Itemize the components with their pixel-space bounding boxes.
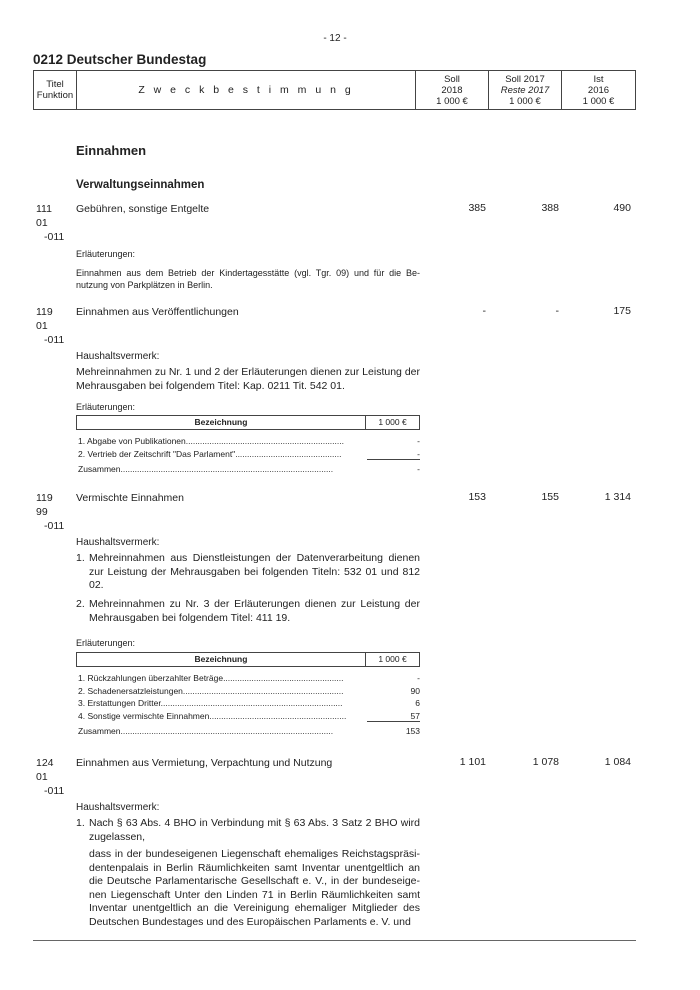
list-item <box>76 552 420 593</box>
row-label: 3. Erstattungen Dritter............................................................................. <box>78 698 343 708</box>
table-sum-row <box>76 463 420 476</box>
header-soll2017-l1: Soll 2017 <box>505 73 545 85</box>
row-label: 1. Rückzahlungen überzahlter Beträge................................................... <box>78 673 344 683</box>
section-title: Einnahmen <box>76 143 147 158</box>
col-unit: 1 000 € <box>378 654 407 664</box>
header-soll2017-l3: 1 000 € <box>509 95 541 107</box>
table-row <box>76 710 420 723</box>
table-row <box>76 672 420 685</box>
title-number-main: 124 01 <box>36 757 54 783</box>
amount-ist-2016: 175 <box>613 305 631 317</box>
row-value: 6 <box>415 698 420 708</box>
amount-soll-2018: - <box>482 305 486 317</box>
list-item-number: 1. <box>76 817 85 829</box>
list-item-text: Mehreinnahmen zu Nr. 3 der Erläuterungen dienen zur Leistung der Mehrausgaben bei folgendem Titel: 411 19. <box>89 598 420 624</box>
row-label: 4. Sonstige vermischte Einnahmen.......................................................... <box>78 710 347 721</box>
header-soll2018-l2: 2018 <box>441 84 463 96</box>
footer-rule <box>33 940 636 941</box>
list-item-number: 1. <box>76 552 85 564</box>
title-number-function: -011 <box>44 520 65 532</box>
erlaeuterungen-label: Erläuterungen: <box>76 638 136 648</box>
list-item-text <box>89 817 420 929</box>
table-row <box>76 685 420 698</box>
title-number-function: -011 <box>44 785 65 797</box>
subsection-title: Verwaltungseinnahmen <box>76 179 205 191</box>
header-ist2016-l2: 2016 <box>587 84 610 96</box>
haushaltsvermerk-label: Haushaltsvermerk: <box>76 351 160 362</box>
title-text: Vermischte Einnahmen <box>76 492 184 504</box>
row-label: 2. Vertrieb der Zeitschrift "Das Parlament"............................................. <box>78 448 342 459</box>
haushaltsvermerk-label: Haushaltsvermerk: <box>76 537 160 548</box>
title-number-function: -011 <box>44 231 65 243</box>
header-ist2016-l1: Ist <box>593 73 604 85</box>
page-number: - 12 - <box>323 33 347 44</box>
header-ist2016-l3: 1 000 € <box>582 95 615 107</box>
col-bezeichnung: Bezeichnung <box>77 416 366 429</box>
table-header <box>33 70 636 110</box>
header-soll-2017 <box>489 71 562 109</box>
header-zweckbestimmung <box>77 71 416 109</box>
header-ist-2016 <box>562 71 635 109</box>
erlaeuterungen-text: Einnahmen aus dem Betrieb der Kindertagesstätte (vgl. Tgr. 09) und für die Be-nutzung von Parkplätzen in Berlin. <box>76 268 420 290</box>
header-titel-line1: Titel <box>46 79 64 90</box>
title-number <box>36 756 66 798</box>
row-label: 1. Abgabe von Publikationen................................................................... <box>78 436 344 446</box>
row-value: - <box>367 448 420 461</box>
header-soll2018-l1: Soll <box>444 73 460 85</box>
row-value: 90 <box>410 685 420 696</box>
erlaeuterungen-table <box>76 652 420 738</box>
header-soll2018-l3: 1 000 € <box>436 95 468 107</box>
list-item-number: 2. <box>76 598 85 610</box>
row-value: 57 <box>367 710 420 723</box>
header-titel <box>34 71 77 109</box>
sum-label: Zusammen.......................................................................................... <box>78 464 334 474</box>
amount-soll-2018: 1 101 <box>459 756 486 768</box>
amount-ist-2016: 1 084 <box>604 756 631 768</box>
header-titel-line2: Funktion <box>36 90 74 101</box>
col-bezeichnung: Bezeichnung <box>77 653 366 666</box>
title-text: Gebühren, sonstige Entgelte <box>76 203 210 215</box>
list-item <box>76 598 420 625</box>
erlaeuterungen-label: Erläuterungen: <box>76 402 136 412</box>
amount-soll-2017: 155 <box>541 491 559 503</box>
amount-soll-2017: 388 <box>541 202 559 214</box>
title-number-main: 111 01 <box>36 203 52 229</box>
title-number <box>36 202 66 244</box>
row-value: - <box>417 436 420 446</box>
title-number-function: -011 <box>44 334 65 346</box>
amount-soll-2018: 385 <box>468 202 486 214</box>
amount-ist-2016: 1 314 <box>604 491 631 503</box>
list-item-first: Nach § 63 Abs. 4 BHO in Verbindung mit § 63 Abs. 3 Satz 2 BHO wird zugelassen, <box>89 817 420 843</box>
table-row <box>76 435 420 448</box>
title-number <box>36 491 66 533</box>
col-unit: 1 000 € <box>378 417 407 427</box>
erlaeuterungen-label: Erläuterungen: <box>76 249 136 259</box>
amount-soll-2018: 153 <box>468 491 486 503</box>
sum-value: - <box>417 464 420 474</box>
row-value: - <box>417 673 420 683</box>
haushaltsvermerk-label: Haushaltsvermerk: <box>76 802 160 813</box>
title-text: Einnahmen aus Vermietung, Verpachtung und Nutzung <box>76 757 333 769</box>
list-item <box>76 817 420 929</box>
table-row <box>76 448 420 461</box>
title-number <box>36 305 66 347</box>
amount-ist-2016: 490 <box>613 202 631 214</box>
table-sum-row <box>76 725 420 738</box>
list-item-continuation: dass in der bundeseigenen Liegenschaft ehemaliges Reichstagspräsi-dentenpalais in Berlin Räumlichkeiten samt Inventar unentgeltlich an die Deutsche Parlamentarische Gesellschaft e. V., in der bundeseige-nen Liegenschaft Unter den Linden 71 in Berlin Räumlichkeiten samt Inventar unentgeltlich an die Vereinigung ehemaliger Mitglieder des Deutschen Bundestages und des Europäischen Parlaments e. V. und <box>89 848 420 928</box>
erlaeuterungen-table-header <box>76 415 420 430</box>
title-number-main: 119 99 <box>36 492 53 518</box>
chapter-title: 0212 Deutscher Bundestag <box>33 52 207 67</box>
list-item-text: Mehreinnahmen aus Dienstleistungen der Datenverarbeitung dienen zur Leistung der Mehrausgaben bei folgenden Titeln: 532 01 und 812 02. <box>89 552 420 591</box>
amount-soll-2017: - <box>555 305 559 317</box>
erlaeuterungen-table <box>76 415 420 476</box>
table-row <box>76 697 420 710</box>
erlaeuterungen-table-header <box>76 652 420 667</box>
row-label: 2. Schadenersatzleistungen.................................................................... <box>78 685 344 696</box>
title-number-main: 119 01 <box>36 306 53 332</box>
header-soll2017-l2: Reste 2017 <box>500 84 550 96</box>
header-zweck-label: Z w e c k b e s t i m m u n g <box>138 83 354 96</box>
haushaltsvermerk-text: Mehreinnahmen zu Nr. 1 und 2 der Erläuterungen dienen zur Leistung der Mehrausgaben bei folgendem Titel: Kap. 0211 Tit. 542 01. <box>76 366 420 392</box>
amount-soll-2017: 1 078 <box>532 756 559 768</box>
title-text: Einnahmen aus Veröffentlichungen <box>76 306 239 318</box>
header-soll-2018 <box>416 71 489 109</box>
sum-label: Zusammen.......................................................................................... <box>78 726 334 736</box>
sum-value: 153 <box>405 726 420 736</box>
